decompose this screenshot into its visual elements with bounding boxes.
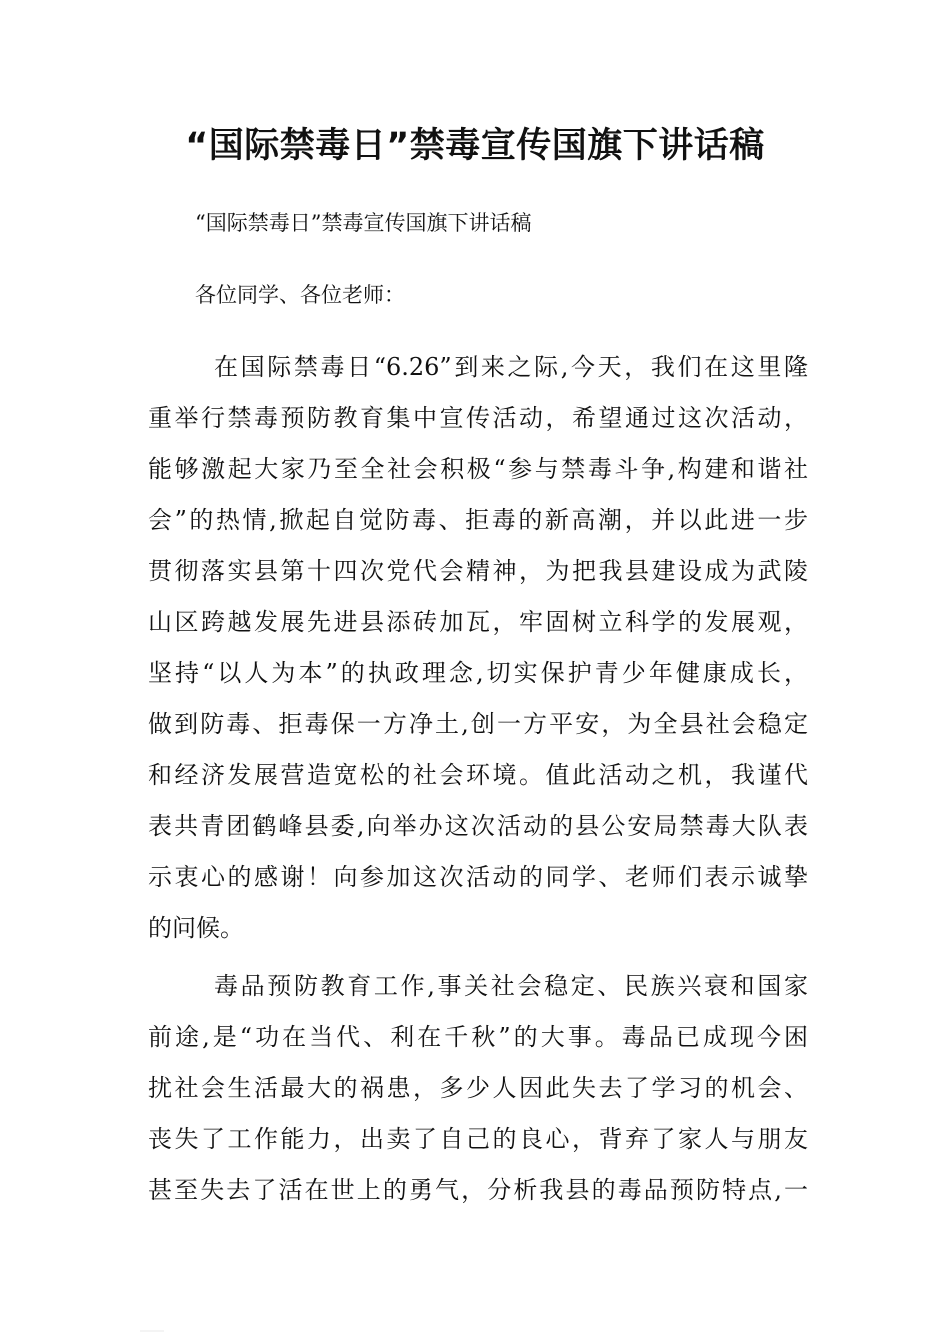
paragraph-2 [148,961,808,1216]
paragraph-line: 甚至失去了活在世上的勇气，分析我县的毒品预防特点,一 [148,1176,808,1204]
paragraph-line: 前途,是“功在当代、利在千秋”的大事。毒品已成现今困 [148,1023,808,1051]
paragraph-line: 毒品预防教育工作,事关社会稳定、民族兴衰和国家 [214,972,808,1000]
paragraph-line: 重举行禁毒预防教育集中宣传活动，希望通过这次活动， [148,404,808,432]
page-bottom-mark [140,1330,164,1332]
paragraph-line: 扰社会生活最大的祸患，多少人因此失去了学习的机会、 [148,1074,808,1102]
paragraph-line: 示衷心的感谢！向参加这次活动的同学、老师们表示诚挚 [148,863,808,891]
paragraph-line: 会”的热情,掀起自觉防毒、拒毒的新高潮，并以此进一步 [148,506,808,534]
paragraph-1 [148,342,808,954]
salutation: 各位同学、各位老师： [195,283,405,307]
paragraph-line: 在国际禁毒日“6.26”到来之际,今天，我们在这里隆 [214,353,808,381]
paragraph-line: 做到防毒、拒毒保一方净土,创一方平安，为全县社会稳定 [148,710,808,738]
paragraph-line: 坚持“以人为本”的执政理念,切实保护青少年健康成长， [148,659,808,687]
paragraph-line: 的问候。 [148,914,244,942]
document-subtitle: “国际禁毒日”禁毒宣传国旗下讲话稿 [195,211,532,235]
paragraph-line: 表共青团鹤峰县委,向举办这次活动的县公安局禁毒大队表 [148,812,808,840]
paragraph-line: 贯彻落实县第十四次党代会精神，为把我县建设成为武陵 [148,557,808,585]
paragraph-line: 山区跨越发展先进县添砖加瓦，牢固树立科学的发展观， [148,608,808,636]
document-title: “国际禁毒日”禁毒宣传国旗下讲话稿 [185,126,765,166]
paragraph-line: 能够激起大家乃至全社会积极“参与禁毒斗争,构建和谐社 [148,455,808,483]
paragraph-line: 丧失了工作能力，出卖了自己的良心，背弃了家人与朋友 [148,1125,808,1153]
paragraph-line: 和经济发展营造宽松的社会环境。值此活动之机，我谨代 [148,761,808,789]
